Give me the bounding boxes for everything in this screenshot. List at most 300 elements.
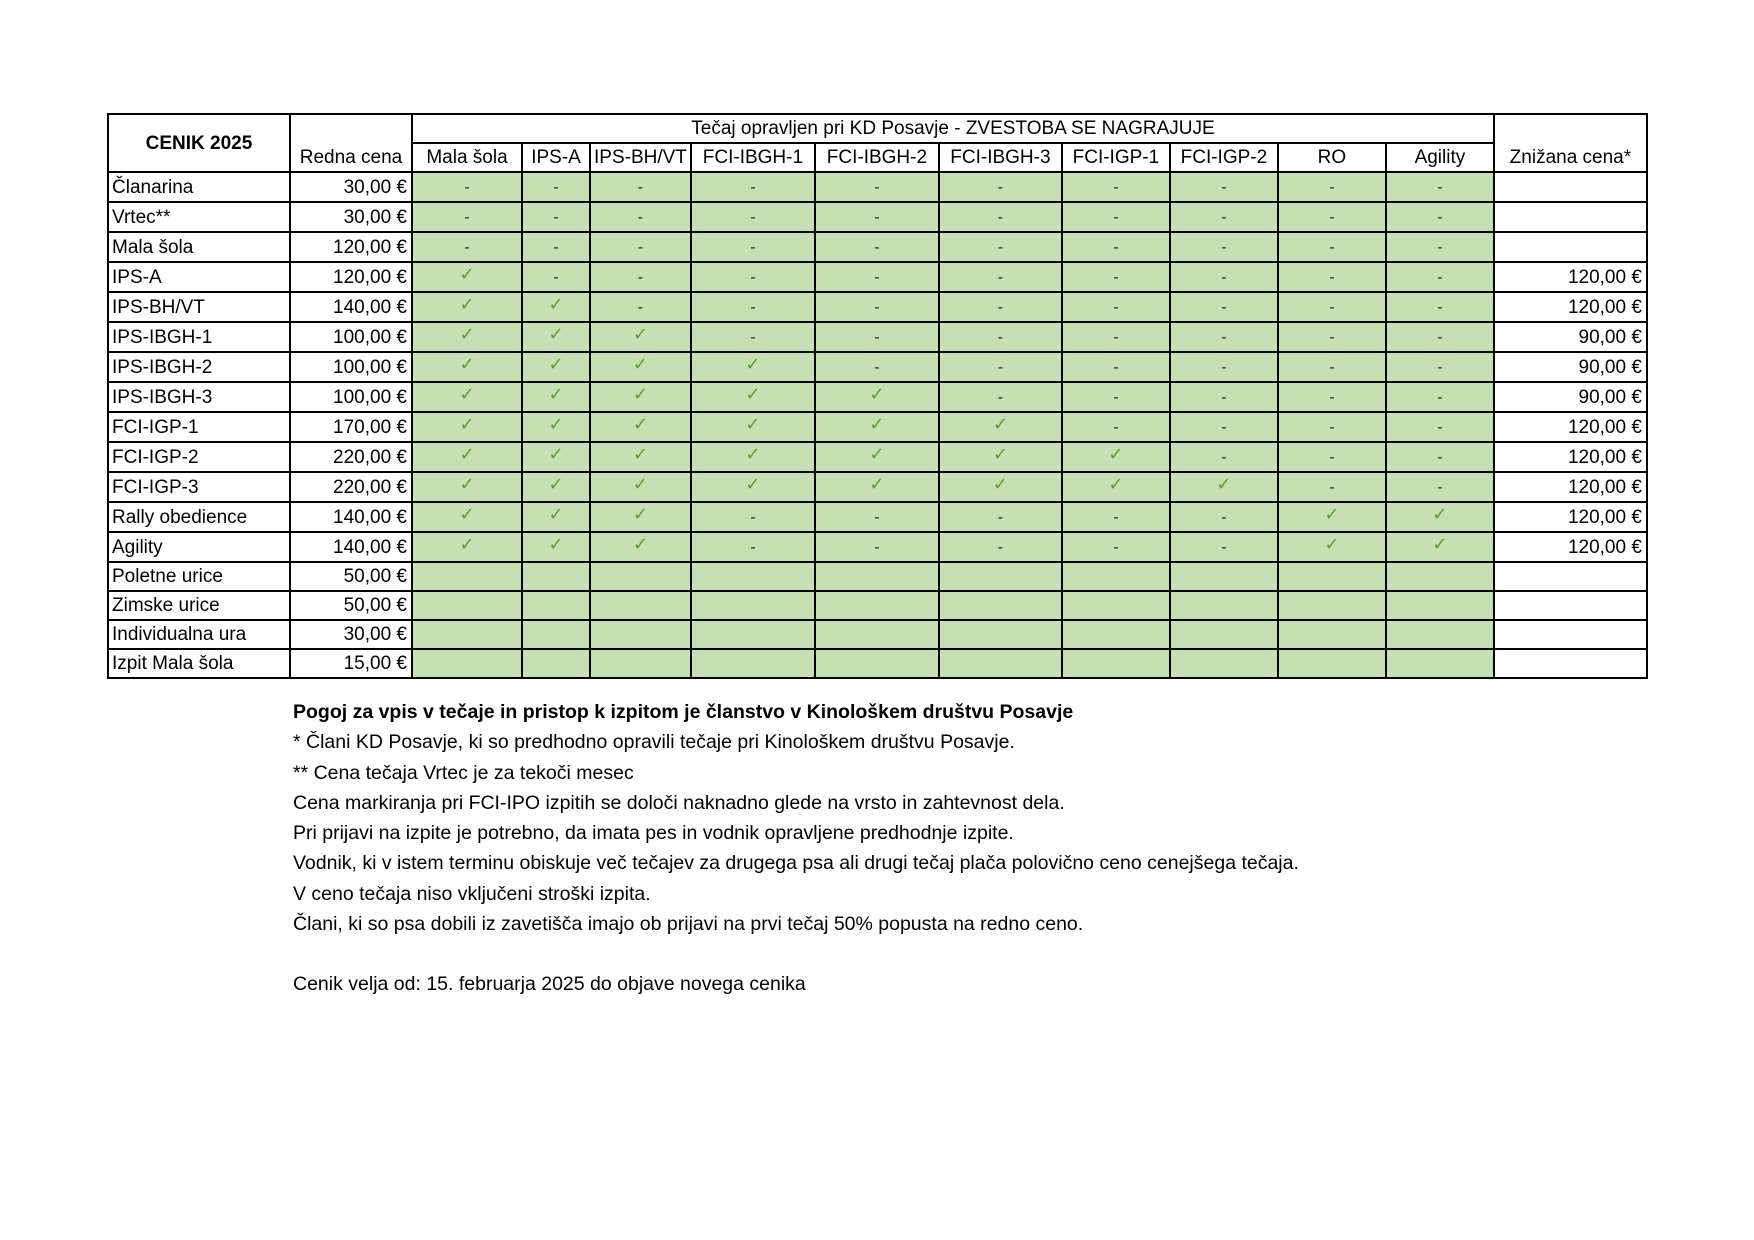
course-not-required-cell xyxy=(1386,262,1494,292)
note-line: V ceno tečaja niso vključeni stroški izpita. xyxy=(293,882,651,905)
course-not-required-cell xyxy=(939,532,1062,562)
course-completed-cell xyxy=(522,322,590,352)
course-empty-cell xyxy=(1278,591,1386,620)
note-line: ** Cena tečaja Vrtec je za tekoči mesec xyxy=(293,761,634,784)
dash-mark: - xyxy=(1113,509,1119,526)
course-empty-cell xyxy=(590,649,691,678)
dash-mark: - xyxy=(1221,419,1227,436)
table-row xyxy=(108,262,1647,292)
course-not-required-cell xyxy=(939,322,1062,352)
check-icon: ✓ xyxy=(459,533,475,555)
course-completed-cell xyxy=(522,502,590,532)
course-column-header: RO xyxy=(1278,143,1386,172)
dash-mark: - xyxy=(1113,179,1119,196)
dash-mark: - xyxy=(1437,479,1443,496)
course-empty-cell xyxy=(590,620,691,649)
dash-mark: - xyxy=(1437,179,1443,196)
discount-price xyxy=(1494,232,1647,262)
dash-mark: - xyxy=(1113,359,1119,376)
course-not-required-cell xyxy=(1278,172,1386,202)
dash-mark: - xyxy=(874,539,880,556)
course-column-header: FCI-IGP-1 xyxy=(1062,143,1170,172)
table-row xyxy=(108,502,1647,532)
course-not-required-cell xyxy=(1170,412,1278,442)
course-empty-cell xyxy=(1278,649,1386,678)
course-completed-cell xyxy=(590,382,691,412)
course-not-required-cell xyxy=(1170,322,1278,352)
course-not-required-cell xyxy=(1386,232,1494,262)
check-icon: ✓ xyxy=(1432,503,1448,525)
dash-mark: - xyxy=(997,359,1004,376)
course-completed-cell xyxy=(815,442,939,472)
course-not-required-cell xyxy=(691,262,815,292)
course-empty-cell xyxy=(815,649,939,678)
course-not-required-cell xyxy=(1170,502,1278,532)
table-row xyxy=(108,232,1647,262)
dash-mark: - xyxy=(553,269,559,286)
check-icon: ✓ xyxy=(548,533,564,555)
course-not-required-cell xyxy=(1062,532,1170,562)
check-icon: ✓ xyxy=(992,473,1008,495)
discount-price: 120,00 € xyxy=(1494,412,1647,442)
dash-mark: - xyxy=(1221,269,1227,286)
course-empty-cell xyxy=(1170,649,1278,678)
course-not-required-cell xyxy=(1062,502,1170,532)
dash-mark: - xyxy=(553,239,559,256)
check-icon: ✓ xyxy=(459,413,475,435)
course-completed-cell xyxy=(522,532,590,562)
service-name: FCI-IGP-1 xyxy=(108,412,290,442)
discount-price-header: Znižana cena* xyxy=(1494,114,1647,172)
course-empty-cell xyxy=(522,649,590,678)
table-row xyxy=(108,532,1647,562)
course-not-required-cell xyxy=(815,232,939,262)
dash-mark: - xyxy=(1329,329,1335,346)
check-icon: ✓ xyxy=(632,413,648,435)
discount-price xyxy=(1494,172,1647,202)
dash-mark: - xyxy=(637,239,644,256)
course-empty-cell xyxy=(691,591,815,620)
check-icon: ✓ xyxy=(548,323,564,345)
course-not-required-cell xyxy=(590,202,691,232)
course-completed-cell xyxy=(412,322,522,352)
dash-mark: - xyxy=(750,509,756,526)
dash-mark: - xyxy=(1329,479,1335,496)
course-empty-cell xyxy=(590,591,691,620)
course-completed-cell xyxy=(412,382,522,412)
check-icon: ✓ xyxy=(548,353,564,375)
dash-mark: - xyxy=(874,179,880,196)
dash-mark: - xyxy=(750,269,756,286)
dash-mark: - xyxy=(874,509,880,526)
course-completed-cell xyxy=(1278,532,1386,562)
course-completed-cell xyxy=(1170,472,1278,502)
course-completed-cell xyxy=(1278,502,1386,532)
service-name: Članarina xyxy=(108,172,290,202)
regular-price: 30,00 € xyxy=(290,620,412,649)
dash-mark: - xyxy=(1221,509,1227,526)
course-completed-cell xyxy=(1386,532,1494,562)
course-not-required-cell xyxy=(815,352,939,382)
check-icon: ✓ xyxy=(548,413,564,435)
course-not-required-cell xyxy=(939,382,1062,412)
dash-mark: - xyxy=(464,239,470,256)
check-icon: ✓ xyxy=(869,413,885,435)
dash-mark: - xyxy=(1329,449,1335,466)
course-completed-cell xyxy=(1062,442,1170,472)
dash-mark: - xyxy=(1329,209,1335,226)
dash-mark: - xyxy=(997,209,1004,226)
dash-mark: - xyxy=(1221,209,1227,226)
course-empty-cell xyxy=(691,620,815,649)
table-row xyxy=(108,591,1647,620)
dash-mark: - xyxy=(1329,299,1335,316)
course-not-required-cell xyxy=(1062,412,1170,442)
dash-mark: - xyxy=(637,209,644,226)
table-row xyxy=(108,292,1647,322)
course-not-required-cell xyxy=(939,352,1062,382)
dash-mark: - xyxy=(997,269,1004,286)
dash-mark: - xyxy=(874,329,880,346)
course-not-required-cell xyxy=(1386,172,1494,202)
course-not-required-cell xyxy=(412,232,522,262)
dash-mark: - xyxy=(1113,419,1119,436)
course-empty-cell xyxy=(1386,591,1494,620)
course-completed-cell xyxy=(590,502,691,532)
discount-price: 90,00 € xyxy=(1494,322,1647,352)
course-completed-cell xyxy=(691,472,815,502)
dash-mark: - xyxy=(1329,239,1335,256)
course-completed-cell xyxy=(522,442,590,472)
regular-price: 30,00 € xyxy=(290,202,412,232)
discount-price: 120,00 € xyxy=(1494,292,1647,322)
regular-price: 120,00 € xyxy=(290,232,412,262)
table-row xyxy=(108,562,1647,591)
course-not-required-cell xyxy=(815,502,939,532)
regular-price: 30,00 € xyxy=(290,172,412,202)
course-not-required-cell xyxy=(815,262,939,292)
dash-mark: - xyxy=(874,299,880,316)
course-completed-cell xyxy=(939,412,1062,442)
course-empty-cell xyxy=(590,562,691,591)
table-row xyxy=(108,322,1647,352)
dash-mark: - xyxy=(1221,179,1227,196)
course-not-required-cell xyxy=(1386,442,1494,472)
course-completed-cell xyxy=(412,262,522,292)
dash-mark: - xyxy=(1437,239,1443,256)
dash-mark: - xyxy=(874,209,880,226)
dash-mark: - xyxy=(750,209,756,226)
course-not-required-cell xyxy=(939,172,1062,202)
table-title: CENIK 2025 xyxy=(108,114,290,172)
check-icon: ✓ xyxy=(459,443,475,465)
dash-mark: - xyxy=(464,179,470,196)
dash-mark: - xyxy=(1437,269,1443,286)
course-empty-cell xyxy=(815,562,939,591)
dash-mark: - xyxy=(1329,179,1335,196)
course-completed-cell xyxy=(691,412,815,442)
course-completed-cell xyxy=(412,352,522,382)
header-row-group xyxy=(108,114,1647,143)
dash-mark: - xyxy=(874,359,880,376)
dash-mark: - xyxy=(1221,329,1227,346)
course-not-required-cell xyxy=(590,232,691,262)
course-empty-cell xyxy=(522,591,590,620)
service-name: Individualna ura xyxy=(108,620,290,649)
dash-mark: - xyxy=(1113,209,1119,226)
table-row xyxy=(108,412,1647,442)
check-icon: ✓ xyxy=(632,473,648,495)
table-row xyxy=(108,472,1647,502)
course-empty-cell xyxy=(939,620,1062,649)
course-not-required-cell xyxy=(691,322,815,352)
course-not-required-cell xyxy=(691,532,815,562)
course-empty-cell xyxy=(1062,591,1170,620)
service-name: FCI-IGP-2 xyxy=(108,442,290,472)
course-not-required-cell xyxy=(1278,202,1386,232)
course-empty-cell xyxy=(691,562,815,591)
course-not-required-cell xyxy=(1278,442,1386,472)
course-not-required-cell xyxy=(691,232,815,262)
check-icon: ✓ xyxy=(632,503,648,525)
regular-price: 140,00 € xyxy=(290,292,412,322)
dash-mark: - xyxy=(1221,389,1227,406)
dash-mark: - xyxy=(874,239,880,256)
course-not-required-cell xyxy=(1170,232,1278,262)
check-icon: ✓ xyxy=(632,383,648,405)
course-not-required-cell xyxy=(815,292,939,322)
check-icon: ✓ xyxy=(548,473,564,495)
regular-price: 220,00 € xyxy=(290,472,412,502)
check-icon: ✓ xyxy=(1432,533,1448,555)
service-name: IPS-IBGH-2 xyxy=(108,352,290,382)
check-icon: ✓ xyxy=(1324,533,1340,555)
regular-price: 100,00 € xyxy=(290,352,412,382)
validity-note: Cenik velja od: 15. februarja 2025 do objave novega cenika xyxy=(293,973,806,996)
course-empty-cell xyxy=(1062,620,1170,649)
course-completed-cell xyxy=(590,442,691,472)
course-empty-cell xyxy=(412,620,522,649)
check-icon: ✓ xyxy=(992,413,1008,435)
check-icon: ✓ xyxy=(1324,503,1340,525)
dash-mark: - xyxy=(1437,299,1443,316)
course-empty-cell xyxy=(1386,620,1494,649)
course-completed-cell xyxy=(412,472,522,502)
course-not-required-cell xyxy=(1062,232,1170,262)
check-icon: ✓ xyxy=(459,353,475,375)
course-completed-cell xyxy=(590,352,691,382)
check-icon: ✓ xyxy=(869,383,885,405)
check-icon: ✓ xyxy=(1108,473,1124,495)
dash-mark: - xyxy=(1113,539,1119,556)
discount-price: 120,00 € xyxy=(1494,442,1647,472)
table-row xyxy=(108,442,1647,472)
regular-price: 50,00 € xyxy=(290,591,412,620)
service-name: Izpit Mala šola xyxy=(108,649,290,678)
service-name: IPS-BH/VT xyxy=(108,292,290,322)
regular-price: 50,00 € xyxy=(290,562,412,591)
price-list-table xyxy=(107,113,1648,679)
course-completed-cell xyxy=(412,532,522,562)
note-line: * Člani KD Posavje, ki so predhodno opravili tečaje pri Kinološkem društvu Posavje. xyxy=(293,731,1015,754)
dash-mark: - xyxy=(1437,419,1443,436)
course-completed-cell xyxy=(691,382,815,412)
course-completed-cell xyxy=(815,382,939,412)
check-icon: ✓ xyxy=(745,473,761,495)
dash-mark: - xyxy=(1329,359,1335,376)
course-completed-cell xyxy=(1386,502,1494,532)
course-empty-cell xyxy=(939,649,1062,678)
course-not-required-cell xyxy=(1170,352,1278,382)
course-not-required-cell xyxy=(1170,172,1278,202)
course-empty-cell xyxy=(1386,649,1494,678)
course-not-required-cell xyxy=(412,172,522,202)
course-not-required-cell xyxy=(1170,442,1278,472)
check-icon: ✓ xyxy=(745,443,761,465)
course-completed-cell xyxy=(1062,472,1170,502)
dash-mark: - xyxy=(1329,269,1335,286)
course-not-required-cell xyxy=(522,262,590,292)
dash-mark: - xyxy=(1221,299,1227,316)
course-empty-cell xyxy=(1062,562,1170,591)
course-completed-cell xyxy=(590,532,691,562)
regular-price: 140,00 € xyxy=(290,532,412,562)
dash-mark: - xyxy=(997,329,1004,346)
course-empty-cell xyxy=(412,562,522,591)
dash-mark: - xyxy=(1329,419,1335,436)
notes-section xyxy=(293,697,1299,1000)
discount-price xyxy=(1494,649,1647,678)
check-icon: ✓ xyxy=(548,383,564,405)
course-not-required-cell xyxy=(1386,352,1494,382)
check-icon: ✓ xyxy=(459,323,475,345)
course-empty-cell xyxy=(1386,562,1494,591)
course-empty-cell xyxy=(939,562,1062,591)
service-name: IPS-A xyxy=(108,262,290,292)
dash-mark: - xyxy=(1437,329,1443,346)
course-empty-cell xyxy=(522,620,590,649)
dash-mark: - xyxy=(1221,539,1227,556)
regular-price: 15,00 € xyxy=(290,649,412,678)
course-empty-cell xyxy=(1278,620,1386,649)
course-not-required-cell xyxy=(590,262,691,292)
dash-mark: - xyxy=(1221,239,1227,256)
check-icon: ✓ xyxy=(548,503,564,525)
dash-mark: - xyxy=(637,269,644,286)
course-not-required-cell xyxy=(1278,352,1386,382)
course-completed-cell xyxy=(691,352,815,382)
course-not-required-cell xyxy=(1278,262,1386,292)
course-not-required-cell xyxy=(1170,262,1278,292)
note-line: Vodnik, ki v istem terminu obiskuje več tečajev za drugega psa ali drugi tečaj plača polovično ceno cenejšega tečaja. xyxy=(293,852,1299,875)
check-icon: ✓ xyxy=(1216,473,1232,495)
course-not-required-cell xyxy=(1170,202,1278,232)
course-not-required-cell xyxy=(1062,262,1170,292)
dash-mark: - xyxy=(750,329,756,346)
course-not-required-cell xyxy=(1278,232,1386,262)
dash-mark: - xyxy=(637,299,644,316)
check-icon: ✓ xyxy=(459,383,475,405)
course-column-header: Mala šola xyxy=(412,143,522,172)
course-not-required-cell xyxy=(815,202,939,232)
course-not-required-cell xyxy=(590,172,691,202)
service-name: FCI-IGP-3 xyxy=(108,472,290,502)
dash-mark: - xyxy=(1113,329,1119,346)
course-not-required-cell xyxy=(691,292,815,322)
course-empty-cell xyxy=(815,620,939,649)
course-not-required-cell xyxy=(815,322,939,352)
course-empty-cell xyxy=(1170,591,1278,620)
course-column-header: IPS-A xyxy=(522,143,590,172)
dash-mark: - xyxy=(637,179,644,196)
course-not-required-cell xyxy=(939,502,1062,532)
check-icon: ✓ xyxy=(632,443,648,465)
course-not-required-cell xyxy=(939,202,1062,232)
course-not-required-cell xyxy=(1386,322,1494,352)
dash-mark: - xyxy=(1437,359,1443,376)
note-lines xyxy=(293,727,1299,939)
course-not-required-cell xyxy=(1278,322,1386,352)
course-completed-cell xyxy=(691,442,815,472)
discount-price: 120,00 € xyxy=(1494,502,1647,532)
service-name: Vrtec** xyxy=(108,202,290,232)
dash-mark: - xyxy=(553,209,559,226)
course-not-required-cell xyxy=(522,172,590,202)
course-not-required-cell xyxy=(691,502,815,532)
course-completed-cell xyxy=(815,472,939,502)
check-icon: ✓ xyxy=(632,533,648,555)
table-row xyxy=(108,620,1647,649)
discount-price: 120,00 € xyxy=(1494,532,1647,562)
table-row xyxy=(108,172,1647,202)
check-icon: ✓ xyxy=(632,323,648,345)
dash-mark: - xyxy=(1221,449,1227,466)
dash-mark: - xyxy=(1221,359,1227,376)
service-name: Agility xyxy=(108,532,290,562)
dash-mark: - xyxy=(997,179,1004,196)
dash-mark: - xyxy=(997,299,1004,316)
discount-price xyxy=(1494,202,1647,232)
course-not-required-cell xyxy=(1386,412,1494,442)
dash-mark: - xyxy=(1437,209,1443,226)
dash-mark: - xyxy=(1113,239,1119,256)
course-not-required-cell xyxy=(1278,472,1386,502)
course-not-required-cell xyxy=(1062,202,1170,232)
check-icon: ✓ xyxy=(459,263,475,285)
dash-mark: - xyxy=(1113,389,1119,406)
check-icon: ✓ xyxy=(992,443,1008,465)
course-completed-cell xyxy=(522,352,590,382)
check-icon: ✓ xyxy=(548,293,564,315)
course-not-required-cell xyxy=(1062,292,1170,322)
discount-price: 90,00 € xyxy=(1494,382,1647,412)
course-column-header: FCI-IBGH-2 xyxy=(815,143,939,172)
table-row xyxy=(108,352,1647,382)
course-not-required-cell xyxy=(1062,352,1170,382)
course-empty-cell xyxy=(522,562,590,591)
dash-mark: - xyxy=(997,509,1004,526)
course-not-required-cell xyxy=(1386,472,1494,502)
course-not-required-cell xyxy=(522,232,590,262)
course-not-required-cell xyxy=(1278,382,1386,412)
check-icon: ✓ xyxy=(632,353,648,375)
course-not-required-cell xyxy=(1062,322,1170,352)
check-icon: ✓ xyxy=(1108,443,1124,465)
note-line: Pri prijavi na izpite je potrebno, da imata pes in vodnik opravljene predhodnje izpite. xyxy=(293,822,1014,845)
course-empty-cell xyxy=(815,591,939,620)
course-not-required-cell xyxy=(1278,412,1386,442)
note-line: Cena markiranja pri FCI-IPO izpitih se določi naknadno glede na vrsto in zahtevnost dela. xyxy=(293,791,1065,814)
